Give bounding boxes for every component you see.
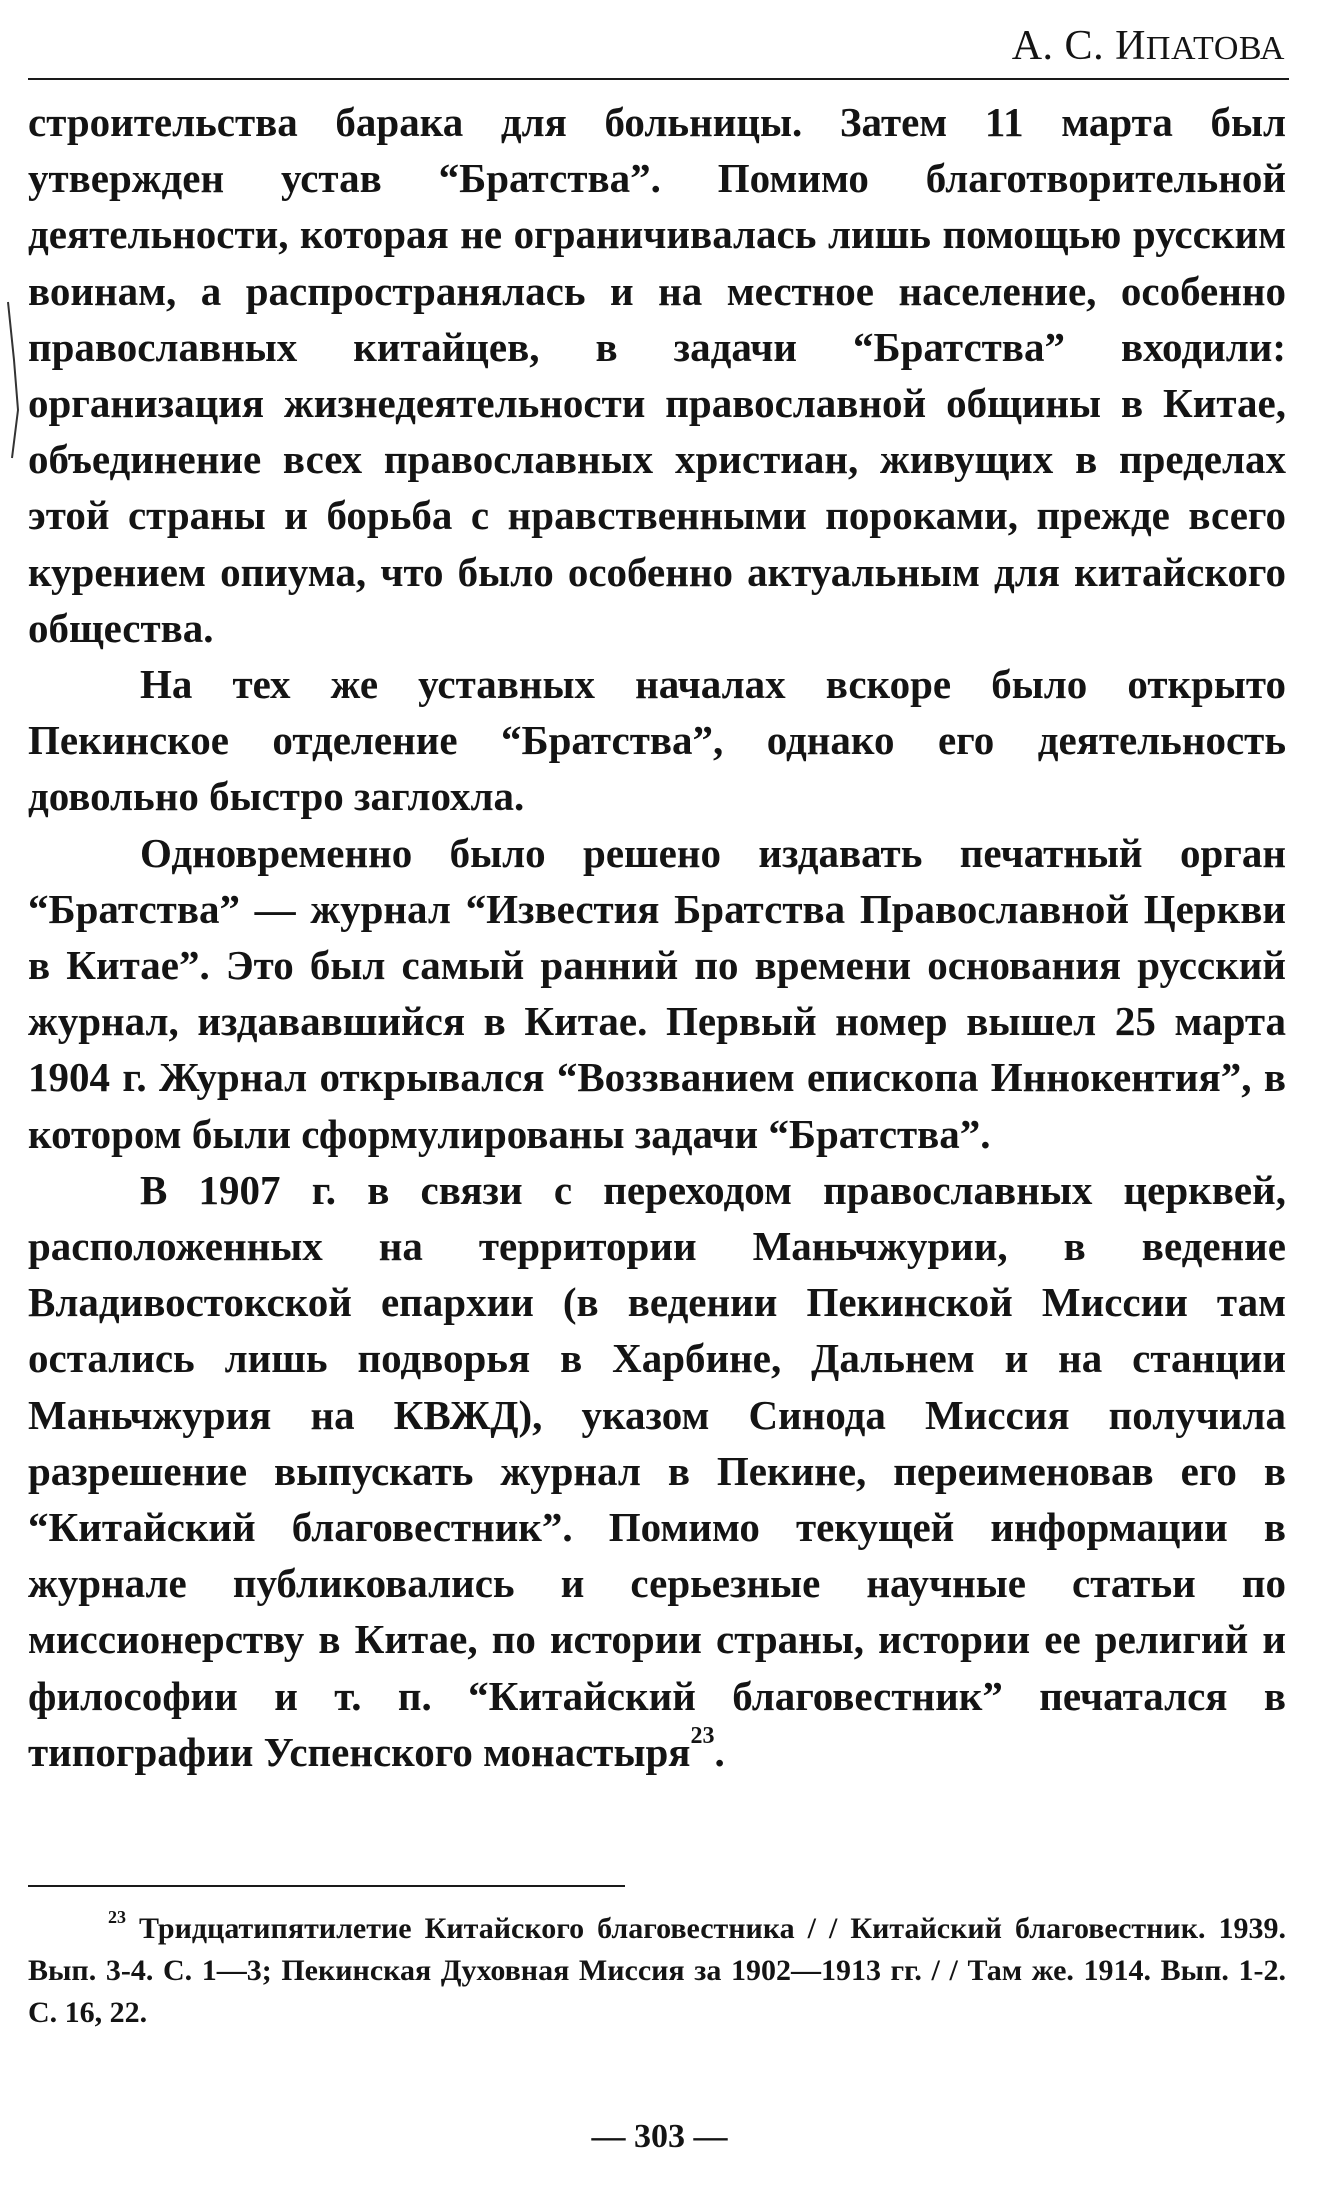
footnote xyxy=(28,1908,1286,2034)
paragraph-2: На тех же уставных началах вскоре было открыто Пекинское отделение “Братства”, однако его деятельность довольно быстро заглохла. xyxy=(28,661,1286,820)
running-head-initials: А. С. И xyxy=(1011,23,1146,69)
running-head-surname: ПАТОВА xyxy=(1145,30,1285,67)
header-rule xyxy=(28,78,1289,80)
main-text xyxy=(28,94,1286,1780)
paragraph-4 xyxy=(28,1162,1286,1780)
page-number: — 303 — xyxy=(591,2118,728,2155)
paragraph-4-end: . xyxy=(714,1728,725,1775)
paragraph-1: строительства барака для больницы. Затем 11 марта был утвержден устав “Братства”. Помимо благотворительной деятельности, которая не ограничивалась лишь помощью русским воинам, а распространялась и на местное население, особенно православных китайцев, в задачи “Братства” входили: организация жизнедеятельности православной общины в Китае, объединение всех православных христиан, живущих в пределах этой страны и борьба с нравственными пороками, прежде всего курением опиума, что было особенно актуальным для китайского общества. xyxy=(28,99,1286,651)
running-head xyxy=(1012,22,1285,70)
footnote-marker: 23 xyxy=(108,1907,126,1927)
footnote-rule xyxy=(28,1885,625,1887)
footnote-text: Тридцатипятилетие Китайского благовестника / / Китайский благовестник. 1939. Вып. 3-4. С. 1—3; Пекинская Духовная Миссия за 1902—1913 гг. / / Там же. 1914. Вып. 1-2. С. 16, 22. xyxy=(28,1912,1286,2029)
paragraph-4-text: В 1907 г. в связи с переходом православных церквей, расположенных на территории Маньчжурии, в ведение Владивостокской епархии (в ведении Пекинской Миссии там остались лишь подворья в Харбине, Дальнем и на станции Маньчжурия на КВЖД), указом Синода Миссия получила разрешение выпускать журнал в Пекине, переименовав его в “Китайский благовестник”. Помимо текущей информации в журнале публиковались и серьезные научные статьи по миссионерству в Китае, по истории страны, истории ее религий и философии и т. п. “Китайский благовестник” печатался в типографии Успенского монастыря xyxy=(28,1166,1286,1775)
footnote-reference[interactable]: 23 xyxy=(690,1722,715,1749)
paragraph-3: Одновременно было решено издавать печатный орган “Братства” — журнал “Известия Братства Православной Церкви в Китае”. Это был самый ранний по времени основания русский журнал, издававшийся в Китае. Первый номер вышел 25 марта 1904 г. Журнал открывался “Воззванием епископа Иннокентия”, в котором были сформулированы задачи “Братства”. xyxy=(28,829,1286,1157)
